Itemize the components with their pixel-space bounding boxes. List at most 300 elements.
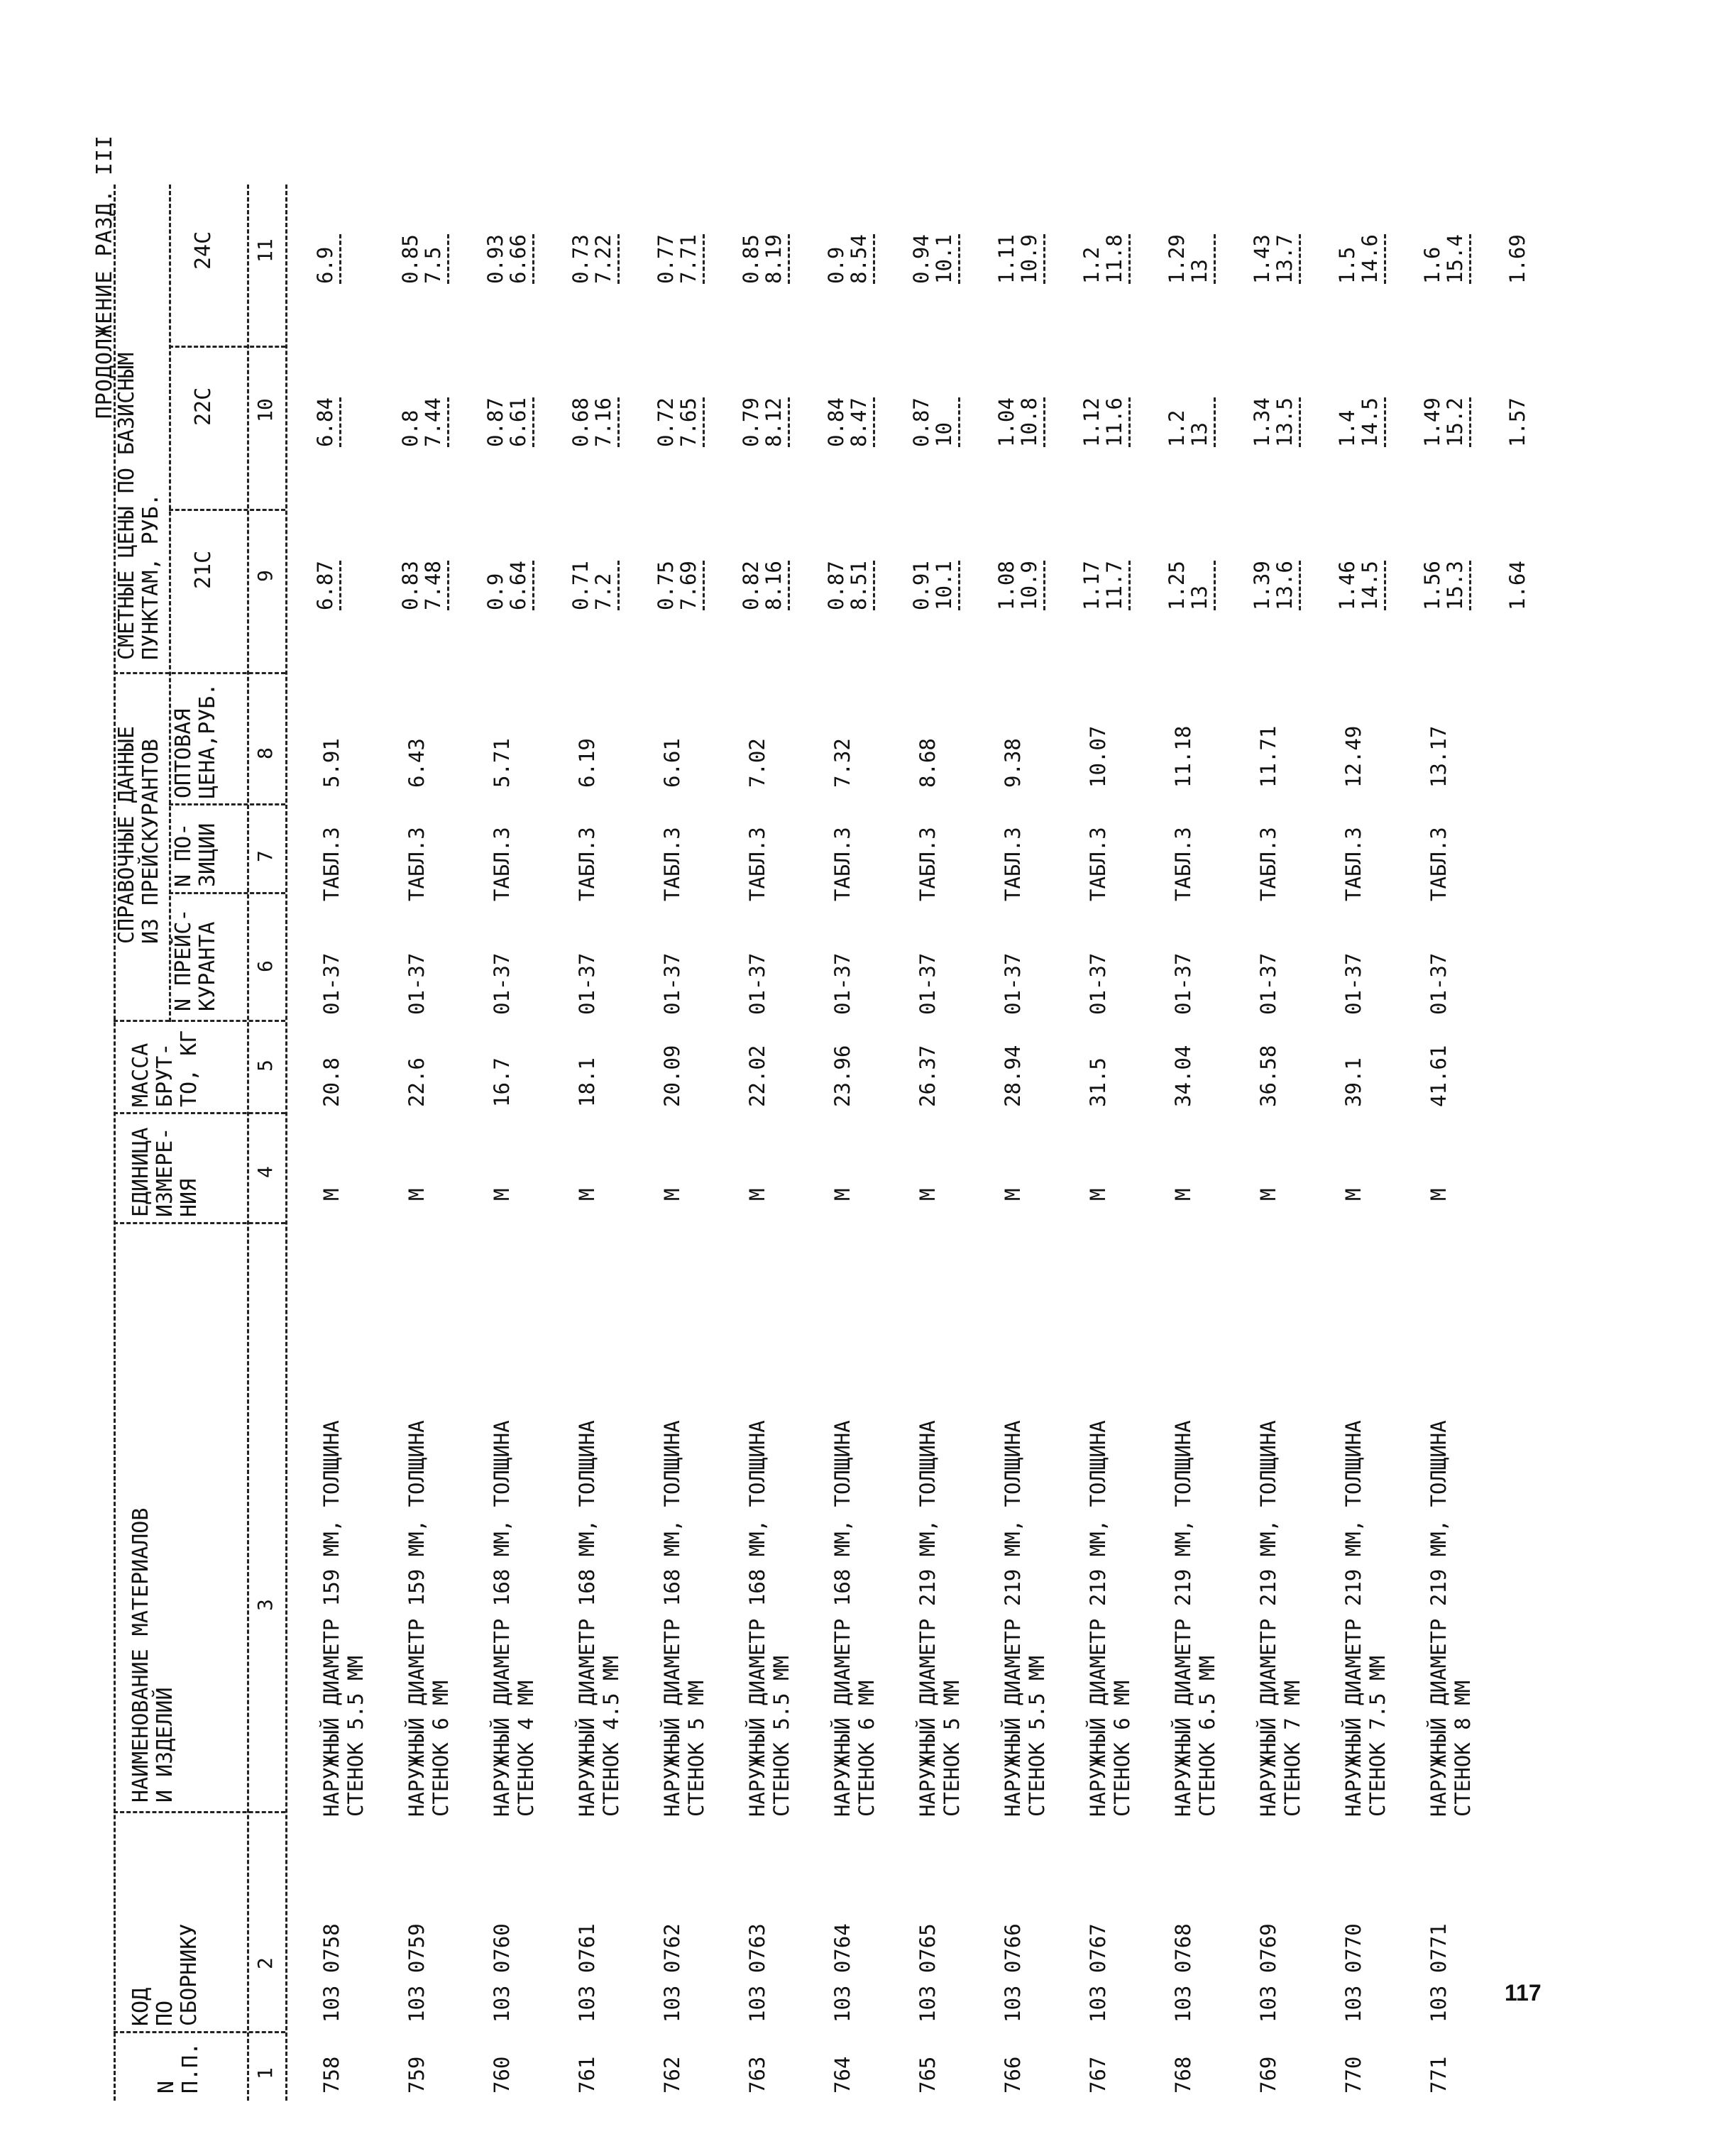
price-separator [1214, 561, 1216, 610]
row-position: ТАБЛ.3 [745, 827, 769, 901]
row-name: НАРУЖНЫЙ ДИАМЕТР 168 ММ, ТОЛЩИНА СТЕНОК 5.5 ММ [745, 1420, 793, 1817]
price-22c-top: 0.84 [824, 397, 848, 447]
price-separator [873, 234, 875, 284]
price-separator [1469, 561, 1471, 610]
row-unit: М [490, 1188, 514, 1201]
vrule-9 [169, 509, 285, 511]
row-mass: 20.8 [319, 1057, 344, 1107]
row-code: 103 0760 [490, 1923, 514, 2023]
table-row [1335, 114, 1425, 2101]
rule-colnums-bottom [285, 185, 287, 2101]
price-22c [1336, 397, 1389, 447]
price-22c-top: 0.68 [568, 397, 593, 447]
price-22c [654, 397, 708, 447]
price-separator [339, 561, 341, 610]
price-24c-top: 1.6 [1420, 246, 1444, 284]
price-22c-bottom: 7.44 [421, 397, 445, 447]
price-separator [532, 234, 534, 284]
row-position: ТАБЛ.3 [1171, 827, 1195, 901]
price-21c-bottom: 13.6 [1273, 561, 1297, 610]
price-separator [1384, 561, 1386, 610]
price-24c-top: 0.9 [824, 246, 848, 284]
price-separator [703, 561, 705, 610]
colnum-9: 9 [253, 570, 277, 582]
price-separator [617, 234, 620, 284]
price-24c-bottom: 13 [1187, 259, 1211, 284]
vrule-7 [169, 803, 285, 805]
price-22c-bottom: 7.16 [591, 397, 615, 447]
price-21c [825, 561, 878, 610]
price-separator [873, 561, 875, 610]
price-24c [1080, 234, 1133, 284]
row-name: НАРУЖНЫЙ ДИАМЕТР 219 ММ, ТОЛЩИНА СТЕНОК 6.5 ММ [1171, 1420, 1219, 1817]
price-separator [1128, 561, 1131, 610]
price-21c-top: 1.56 [1420, 561, 1444, 610]
row-position: ТАБЛ.3 [319, 827, 344, 901]
row-position: ТАБЛ.3 [490, 827, 514, 901]
price-24c [569, 234, 622, 284]
colnum-3: 3 [253, 1599, 277, 1611]
header-21c: 21С [191, 550, 216, 589]
price-separator [1128, 234, 1131, 284]
price-21c [740, 561, 793, 610]
price-separator [788, 397, 790, 447]
price-22c [1080, 397, 1133, 447]
price-21c-top: 1.08 [994, 561, 1018, 610]
price-24c-bottom: 7.22 [591, 234, 615, 284]
price-separator [1299, 234, 1301, 284]
row-unit: М [916, 1188, 940, 1201]
row-pricelist: 01-37 [1256, 952, 1280, 1015]
row-name: НАРУЖНЫЙ ДИАМЕТР 219 ММ, ТОЛЩИНА СТЕНОК 5.5 ММ [1001, 1420, 1049, 1817]
row-number: 770 [1341, 2056, 1365, 2094]
row-unit: М [1256, 1188, 1280, 1201]
row-mass: 22.6 [405, 1057, 429, 1107]
row-unit: М [1001, 1188, 1025, 1201]
price-22c [1506, 397, 1529, 447]
price-21c-top: 1.39 [1250, 561, 1274, 610]
table-row [568, 114, 659, 2101]
price-separator [617, 561, 620, 610]
price-24c-top: 1.29 [1165, 234, 1189, 284]
price-21c-bottom: 11.7 [1102, 561, 1126, 610]
rule-subheader [169, 185, 171, 1022]
price-22c-top: 0.72 [654, 397, 678, 447]
row-number: 767 [1086, 2056, 1110, 2094]
price-24c [1421, 234, 1474, 284]
price-22c [569, 397, 622, 447]
price-separator [1043, 397, 1045, 447]
row-mass: 18.1 [575, 1057, 599, 1107]
header-n: N П.П. [154, 2042, 203, 2094]
price-24c-top: 1.11 [994, 234, 1018, 284]
colnum-5: 5 [253, 1060, 277, 1072]
price-22c-top: 1.04 [994, 397, 1018, 447]
row-pricelist: 01-37 [575, 952, 599, 1015]
colnum-7: 7 [253, 850, 277, 862]
price-21c [1251, 561, 1304, 610]
table-row [1420, 114, 1510, 2101]
row-position: ТАБЛ.3 [1001, 827, 1025, 901]
row-code: 103 0765 [916, 1923, 940, 2023]
price-24c [995, 234, 1048, 284]
price-24c-bottom: 7.71 [676, 234, 700, 284]
row-wholesale-price: 6.43 [405, 738, 429, 788]
vrule-6 [169, 892, 285, 894]
colnum-4: 4 [253, 1166, 277, 1178]
table-row [654, 114, 744, 2101]
price-22c-bottom: 13 [1187, 422, 1211, 447]
row-mass: 41.61 [1427, 1045, 1451, 1107]
row-number: 758 [319, 2056, 344, 2094]
price-separator [1299, 561, 1301, 610]
price-24c-bottom: 8.19 [762, 234, 786, 284]
row-mass: 26.37 [916, 1045, 940, 1107]
row-position: ТАБЛ.3 [660, 827, 684, 901]
rule-top [114, 185, 116, 2101]
row-unit: М [405, 1188, 429, 1201]
price-24c [910, 234, 963, 284]
row-code: 103 0769 [1256, 1923, 1280, 2023]
price-24c [314, 234, 344, 284]
price-separator [1299, 397, 1301, 447]
price-21c-top: 0.83 [398, 561, 422, 610]
row-pricelist: 01-37 [1427, 952, 1451, 1015]
price-24c-bottom: 15.4 [1443, 234, 1467, 284]
price-separator [958, 561, 960, 610]
colnum-11: 11 [253, 238, 277, 263]
price-separator [788, 234, 790, 284]
row-wholesale-price: 5.71 [490, 738, 514, 788]
price-21c-bottom: 14.5 [1358, 561, 1382, 610]
price-21c-top: 0.75 [654, 561, 678, 610]
row-mass: 36.58 [1256, 1045, 1280, 1107]
row-pricelist: 01-37 [745, 952, 769, 1015]
row-name: НАРУЖНЫЙ ДИАМЕТР 168 ММ, ТОЛЩИНА СТЕНОК 4 ММ [490, 1420, 538, 1817]
row-position: ТАБЛ.3 [1427, 827, 1451, 901]
price-separator [703, 397, 705, 447]
price-21c-bottom: 10.1 [932, 561, 956, 610]
row-name: НАРУЖНЫЙ ДИАМЕТР 219 ММ, ТОЛЩИНА СТЕНОК 6 ММ [1086, 1420, 1134, 1817]
header-pricelist: N ПРЕЙС- КУРАНТА [171, 908, 220, 1011]
price-24c-top: 1.69 [1505, 234, 1529, 284]
price-separator [532, 397, 534, 447]
row-pricelist: 01-37 [916, 952, 940, 1015]
price-separator [958, 234, 960, 284]
row-wholesale-price: 9.38 [1001, 738, 1025, 788]
row-number: 761 [575, 2056, 599, 2094]
row-unit: М [1171, 1188, 1195, 1201]
price-24c-bottom: 7.5 [421, 246, 445, 284]
price-21c-top: 1.25 [1165, 561, 1189, 610]
vrule-3 [114, 1222, 285, 1224]
price-24c-bottom: 13.7 [1273, 234, 1297, 284]
price-separator [339, 397, 341, 447]
price-22c-bottom: 10.8 [1017, 397, 1041, 447]
price-separator [532, 561, 534, 610]
row-name: НАРУЖНЫЙ ДИАМЕТР 159 ММ, ТОЛЩИНА СТЕНОК 5.5 ММ [319, 1420, 368, 1817]
table-row [1505, 114, 1595, 2101]
price-24c-top: 0.85 [398, 234, 422, 284]
price-separator [1214, 397, 1216, 447]
price-separator [1128, 397, 1131, 447]
row-code: 103 0767 [1086, 1923, 1110, 2023]
price-24c-top: 6.9 [313, 246, 337, 284]
price-21c-bottom: 8.51 [847, 561, 871, 610]
row-mass: 31.5 [1086, 1057, 1110, 1107]
price-21c-top: 1.46 [1335, 561, 1359, 610]
price-separator [1043, 234, 1045, 284]
row-unit: М [575, 1188, 599, 1201]
price-24c-top: 1.43 [1250, 234, 1274, 284]
price-24c [740, 234, 793, 284]
row-pricelist: 01-37 [319, 952, 344, 1015]
vrule-10 [169, 346, 285, 348]
price-21c-bottom: 6.64 [506, 561, 530, 610]
header-price-group: СМЕТНЫЕ ЦЕНЫ ПО БАЗИСНЫМ ПУНКТАМ, РУБ. [114, 352, 163, 660]
price-separator [617, 397, 620, 447]
row-wholesale-price: 6.19 [575, 738, 599, 788]
row-pricelist: 01-37 [830, 952, 855, 1015]
row-wholesale-price: 10.07 [1086, 725, 1110, 788]
price-22c-top: 1.2 [1165, 409, 1189, 447]
price-24c [1506, 234, 1529, 284]
vrule-5 [114, 1020, 285, 1022]
row-number: 765 [916, 2056, 940, 2094]
table-row [1165, 114, 1255, 2101]
row-mass: 34.04 [1171, 1045, 1195, 1107]
row-number: 766 [1001, 2056, 1025, 2094]
row-name: НАРУЖНЫЙ ДИАМЕТР 219 ММ, ТОЛЩИНА СТЕНОК 8 ММ [1427, 1420, 1475, 1817]
table-row [994, 114, 1084, 2101]
header-24c: 24С [191, 231, 216, 270]
price-22c-bottom: 7.65 [676, 397, 700, 447]
price-22c [995, 397, 1048, 447]
row-code: 103 0762 [660, 1923, 684, 2023]
price-separator [788, 561, 790, 610]
price-21c [1336, 561, 1389, 610]
price-24c-top: 0.94 [909, 234, 933, 284]
price-separator [703, 234, 705, 284]
row-name: НАРУЖНЫЙ ДИАМЕТР 159 ММ, ТОЛЩИНА СТЕНОК 6 ММ [405, 1420, 453, 1817]
row-pricelist: 01-37 [660, 952, 684, 1015]
row-mass: 28.94 [1001, 1045, 1025, 1107]
row-mass: 20.09 [660, 1045, 684, 1107]
price-22c-top: 1.4 [1335, 409, 1359, 447]
price-24c [1251, 234, 1304, 284]
row-pricelist: 01-37 [1171, 952, 1195, 1015]
price-22c-bottom: 10 [932, 422, 956, 447]
table-row [483, 114, 573, 2101]
row-number: 769 [1256, 2056, 1280, 2094]
price-22c-bottom: 8.47 [847, 397, 871, 447]
row-wholesale-price: 5.91 [319, 738, 344, 788]
row-unit: М [1427, 1188, 1451, 1201]
price-21c [995, 561, 1048, 610]
row-wholesale-price: 11.71 [1256, 725, 1280, 788]
price-24c-bottom: 10.1 [932, 234, 956, 284]
row-unit: М [830, 1188, 855, 1201]
price-21c [1080, 561, 1133, 610]
price-separator [958, 397, 960, 447]
price-21c-bottom: 15.3 [1443, 561, 1467, 610]
row-mass: 16.7 [490, 1057, 514, 1107]
vrule-8 [114, 672, 285, 674]
price-separator [1214, 234, 1216, 284]
vrule-1 [114, 2031, 285, 2033]
price-22c-top: 0.8 [398, 409, 422, 447]
price-separator [1384, 397, 1386, 447]
price-24c-top: 0.93 [483, 234, 507, 284]
row-wholesale-price: 13.17 [1427, 725, 1451, 788]
row-code: 103 0763 [745, 1923, 769, 2023]
price-24c [399, 234, 452, 284]
row-name: НАРУЖНЫЙ ДИАМЕТР 219 ММ, ТОЛЩИНА СТЕНОК 5 ММ [916, 1420, 964, 1817]
price-22c-top: 1.49 [1420, 397, 1444, 447]
row-mass: 39.1 [1341, 1057, 1365, 1107]
table-row [1079, 114, 1170, 2101]
price-21c-top: 0.71 [568, 561, 593, 610]
header-name: НАИМЕНОВАНИЕ МАТЕРИАЛОВ И ИЗДЕЛИЙ [128, 1507, 177, 1803]
price-24c-bottom: 14.6 [1358, 234, 1382, 284]
price-24c [654, 234, 708, 284]
row-position: ТАБЛ.3 [1086, 827, 1110, 901]
price-24c [1336, 234, 1389, 284]
table-row [824, 114, 914, 2101]
price-22c-top: 1.12 [1079, 397, 1104, 447]
row-number: 759 [405, 2056, 429, 2094]
table-row [909, 114, 999, 2101]
price-22c-top: 1.57 [1505, 397, 1529, 447]
row-code: 103 0758 [319, 1923, 344, 2023]
row-wholesale-price: 12.49 [1341, 725, 1365, 788]
price-21c-top: 6.87 [313, 561, 337, 610]
row-code: 103 0764 [830, 1923, 855, 2023]
price-22c [740, 397, 793, 447]
row-position: ТАБЛ.3 [916, 827, 940, 901]
row-name: НАРУЖНЫЙ ДИАМЕТР 219 ММ, ТОЛЩИНА СТЕНОК 7 ММ [1256, 1420, 1304, 1817]
price-21c [1421, 561, 1474, 610]
price-22c [825, 397, 878, 447]
price-24c-top: 1.2 [1079, 246, 1104, 284]
row-code: 103 0761 [575, 1923, 599, 2023]
section-title: ПРОДОЛЖЕНИЕ РАЗД. III [92, 135, 117, 419]
row-name: НАРУЖНЫЙ ДИАМЕТР 219 ММ, ТОЛЩИНА СТЕНОК 7.5 ММ [1341, 1420, 1390, 1817]
price-24c-bottom: 11.8 [1102, 234, 1126, 284]
price-separator [447, 561, 449, 610]
price-21c-top: 0.91 [909, 561, 933, 610]
price-21c-bottom: 13 [1187, 585, 1211, 610]
price-21c-top: 0.9 [483, 573, 507, 610]
price-21c-bottom: 7.69 [676, 561, 700, 610]
price-21c [654, 561, 708, 610]
price-separator [447, 397, 449, 447]
header-unit: ЕДИНИЦА ИЗМЕРЕ- НИЯ [128, 1127, 202, 1217]
table-row [739, 114, 829, 2101]
row-code: 103 0771 [1427, 1923, 1451, 2023]
header-wholesale: ОПТОВАЯ ЦЕНА,РУБ. [171, 683, 220, 798]
vrule-4 [114, 1112, 285, 1114]
colnum-10: 10 [253, 398, 277, 422]
price-separator [1384, 234, 1386, 284]
row-number: 764 [830, 2056, 855, 2094]
row-number: 762 [660, 2056, 684, 2094]
price-21c-top: 0.87 [824, 561, 848, 610]
row-code: 103 0768 [1171, 1923, 1195, 2023]
price-22c [1165, 397, 1219, 447]
row-name: НАРУЖНЫЙ ДИАМЕТР 168 ММ, ТОЛЩИНА СТЕНОК 4.5 ММ [575, 1420, 623, 1817]
price-24c-bottom: 10.9 [1017, 234, 1041, 284]
row-code: 103 0770 [1341, 1923, 1365, 2023]
price-21c-bottom: 7.48 [421, 561, 445, 610]
price-24c-bottom: 8.54 [847, 234, 871, 284]
row-number: 771 [1427, 2056, 1451, 2094]
row-wholesale-price: 8.68 [916, 738, 940, 788]
price-21c [1165, 561, 1219, 610]
price-22c-top: 0.87 [909, 397, 933, 447]
row-pricelist: 01-37 [1341, 952, 1365, 1015]
price-22c [314, 397, 344, 447]
table-row [398, 114, 488, 2101]
price-21c [1506, 561, 1529, 610]
table-row [1250, 114, 1340, 2101]
row-number: 768 [1171, 2056, 1195, 2094]
page-number: 117 [1505, 1980, 1542, 2006]
colnum-2: 2 [253, 1957, 277, 1969]
row-pricelist: 01-37 [1086, 952, 1110, 1015]
price-21c-top: 1.64 [1505, 561, 1529, 610]
price-24c-top: 0.73 [568, 234, 593, 284]
row-position: ТАБЛ.3 [830, 827, 855, 901]
price-22c [1251, 397, 1304, 447]
price-22c-bottom: 14.5 [1358, 397, 1382, 447]
price-21c-bottom: 7.2 [591, 573, 615, 610]
header-ref-group: СПРАВОЧНЫЕ ДАННЫЕ ИЗ ПРЕЙСКУРАНТОВ [114, 725, 163, 944]
price-22c-bottom: 15.2 [1443, 397, 1467, 447]
price-24c-bottom: 6.66 [506, 234, 530, 284]
row-unit: М [1086, 1188, 1110, 1201]
price-separator [1043, 561, 1045, 610]
rule-colnums-top [247, 185, 249, 2101]
row-wholesale-price: 7.02 [745, 738, 769, 788]
colnum-1: 1 [253, 2067, 277, 2079]
row-pricelist: 01-37 [405, 952, 429, 1015]
price-21c-top: 0.82 [739, 561, 763, 610]
price-24c-top: 0.85 [739, 234, 763, 284]
row-code: 103 0766 [1001, 1923, 1025, 2023]
price-separator [339, 234, 341, 284]
row-unit: М [1341, 1188, 1365, 1201]
header-code: КОД ПО СБОРНИКУ [128, 1923, 202, 2026]
row-code: 103 0759 [405, 1923, 429, 2023]
price-21c [399, 561, 452, 610]
price-21c-bottom: 10.9 [1017, 561, 1041, 610]
price-24c-top: 1.5 [1335, 246, 1359, 284]
price-separator [873, 397, 875, 447]
price-21c [484, 561, 537, 610]
row-number: 760 [490, 2056, 514, 2094]
row-mass: 22.02 [745, 1045, 769, 1107]
row-number: 763 [745, 2056, 769, 2094]
price-22c-bottom: 6.61 [506, 397, 530, 447]
price-22c-top: 1.34 [1250, 397, 1274, 447]
table-row [313, 114, 403, 2101]
row-mass: 23.96 [830, 1045, 855, 1107]
header-position: N ПО- ЗИЦИИ [171, 823, 220, 887]
price-24c [1165, 234, 1219, 284]
price-separator [1469, 397, 1471, 447]
price-21c-top: 1.17 [1079, 561, 1104, 610]
